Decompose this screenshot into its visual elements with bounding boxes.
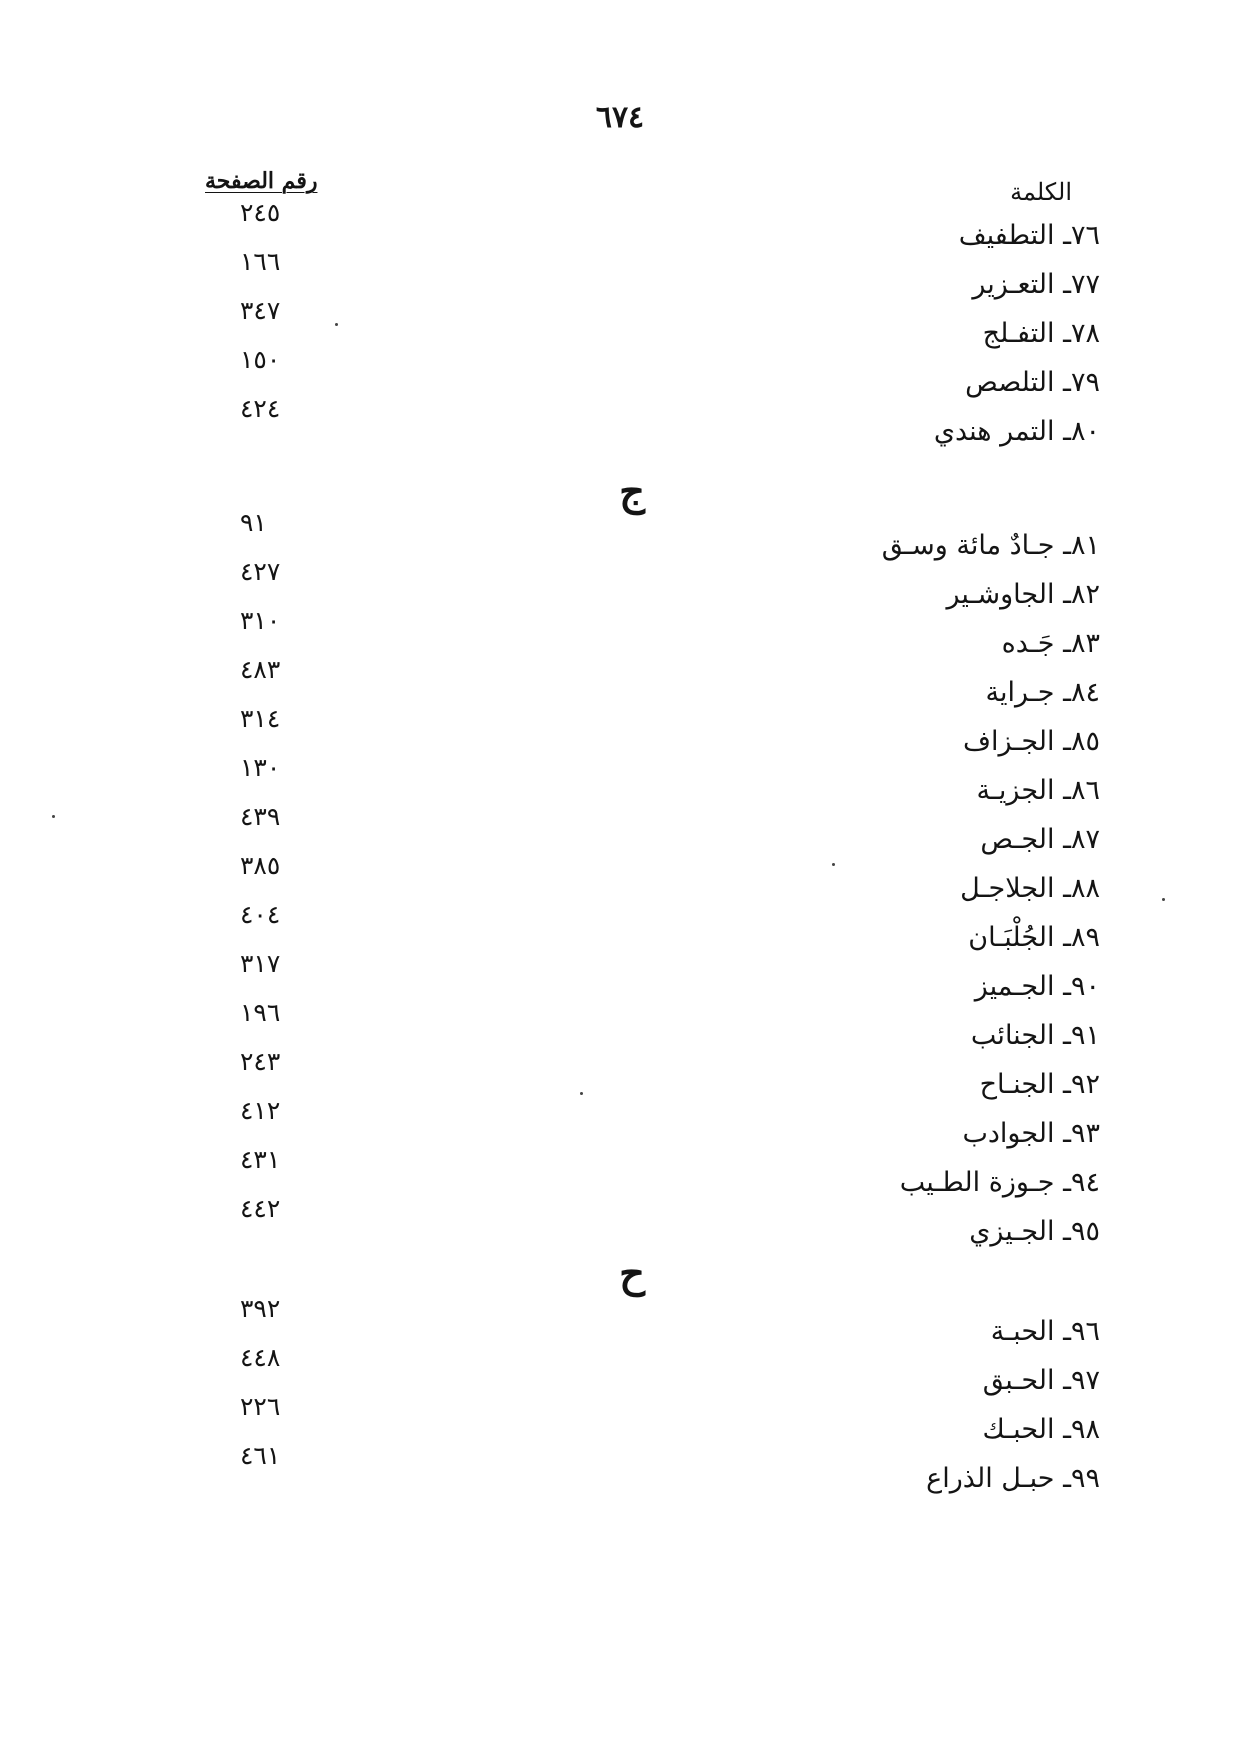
entry-word: ٩١ـ الجنائب	[970, 1020, 1100, 1051]
entry-word: ٩٢ـ الجنـاح	[979, 1069, 1100, 1100]
index-entry	[0, 1441, 1240, 1512]
entry-page: ٩١	[240, 508, 267, 537]
entry-word: ٨٥ـ الجـزاف	[963, 726, 1100, 757]
section-letter-ha: ح	[619, 1250, 645, 1297]
entry-word: ٨٩ـ الجُلْبَـان	[968, 922, 1100, 953]
entry-word: ٨٨ـ الجلاجـل	[960, 873, 1100, 904]
entry-word: ٨١ـ جـادٌ مائة وسـق	[881, 530, 1100, 561]
entry-page: ٤٤٢	[240, 1194, 281, 1223]
index-entry	[0, 851, 1240, 922]
entry-page: ٣١٧	[240, 949, 281, 978]
index-entry	[0, 802, 1240, 873]
entry-word: ٩٦ـ الحبـة	[990, 1316, 1100, 1347]
entry-word: ٩٩ـ حبـل الذراع	[926, 1463, 1100, 1494]
entry-page: ١٣٠	[240, 753, 281, 782]
index-entry	[0, 508, 1240, 579]
entry-page: ٣٩٢	[240, 1294, 281, 1323]
entry-page: ٣٤٧	[240, 296, 281, 325]
entry-word: ٩٨ـ الحبـك	[982, 1414, 1100, 1445]
index-entry	[0, 198, 1240, 269]
scan-speck	[1162, 898, 1165, 901]
entry-page: ٤٨٣	[240, 655, 281, 684]
index-entry	[0, 998, 1240, 1069]
entry-page: ٢٤٥	[240, 198, 281, 227]
page-number: ٦٧٤	[595, 100, 645, 135]
entry-word: ٨٦ـ الجزيـة	[976, 775, 1100, 806]
entry-page: ٤٤٨	[240, 1343, 281, 1372]
section-jim	[0, 508, 1240, 1265]
entry-word: ٧٩ـ التلصص	[965, 367, 1100, 398]
scan-speck	[580, 1092, 583, 1095]
entry-page: ١٥٠	[240, 345, 281, 374]
entry-word: ٩٤ـ جـوزة الطـيب	[899, 1167, 1100, 1198]
index-entry	[0, 1294, 1240, 1365]
entry-page: ٤٦١	[240, 1441, 281, 1470]
index-entry	[0, 1392, 1240, 1463]
section-t	[0, 198, 1240, 465]
entry-word: ٩٣ـ الجوادب	[962, 1118, 1100, 1149]
entry-word: ٩٧ـ الحـبق	[982, 1365, 1100, 1396]
entry-word: ٨٣ـ جَـده	[1001, 628, 1100, 659]
entry-page: ١٩٦	[240, 998, 281, 1027]
index-entry	[0, 900, 1240, 971]
entry-page: ٣١٠	[240, 606, 281, 635]
entry-page: ٣٨٥	[240, 851, 281, 880]
entry-word: ٧٨ـ التفـلج	[982, 318, 1100, 349]
entry-word: ٩٠ـ الجـميز	[974, 971, 1100, 1002]
index-entry	[0, 1343, 1240, 1414]
entry-page: ٣١٤	[240, 704, 281, 733]
entry-word: ٩٥ـ الجـيزي	[969, 1216, 1100, 1247]
index-entry	[0, 1047, 1240, 1118]
column-header-page-label: رقم الصفحة	[205, 168, 318, 194]
entry-word: ٨٢ـ الجاوشـير	[946, 579, 1100, 610]
column-header-word: الكلمة	[1010, 178, 1072, 206]
index-entry	[0, 345, 1240, 416]
entry-word: ٧٧ـ التعـزير	[972, 269, 1100, 300]
entry-page: ٤٢٤	[240, 394, 281, 423]
index-entry	[0, 753, 1240, 824]
scan-speck	[52, 815, 55, 818]
index-entry	[0, 296, 1240, 367]
section-letter-jim: ج	[619, 468, 645, 515]
index-entry	[0, 1145, 1240, 1216]
index-entry	[0, 655, 1240, 726]
entry-word: ٨٠ـ التمر هندي	[933, 416, 1100, 447]
scan-speck	[832, 863, 835, 866]
index-entry	[0, 1096, 1240, 1167]
entry-page: ٤٣٩	[240, 802, 281, 831]
entry-page: ٢٢٦	[240, 1392, 281, 1421]
entry-page: ٤١٢	[240, 1096, 281, 1125]
index-entry	[0, 949, 1240, 1020]
entry-page: ٤٠٤	[240, 900, 281, 929]
scan-speck	[335, 323, 338, 326]
entry-page: ١٦٦	[240, 247, 281, 276]
index-entry	[0, 557, 1240, 628]
entry-page: ٢٤٣	[240, 1047, 281, 1076]
entry-word: ٨٧ـ الجـص	[980, 824, 1100, 855]
column-header-page	[205, 168, 317, 194]
entry-word: ٨٤ـ جـراية	[985, 677, 1100, 708]
index-entry	[0, 704, 1240, 775]
section-ha	[0, 1294, 1240, 1512]
index-entry	[0, 394, 1240, 465]
entry-page: ٤٢٧	[240, 557, 281, 586]
index-entry	[0, 606, 1240, 677]
index-entry	[0, 247, 1240, 318]
entry-word: ٧٦ـ التطفيف	[958, 220, 1100, 251]
entry-page: ٤٣١	[240, 1145, 281, 1174]
